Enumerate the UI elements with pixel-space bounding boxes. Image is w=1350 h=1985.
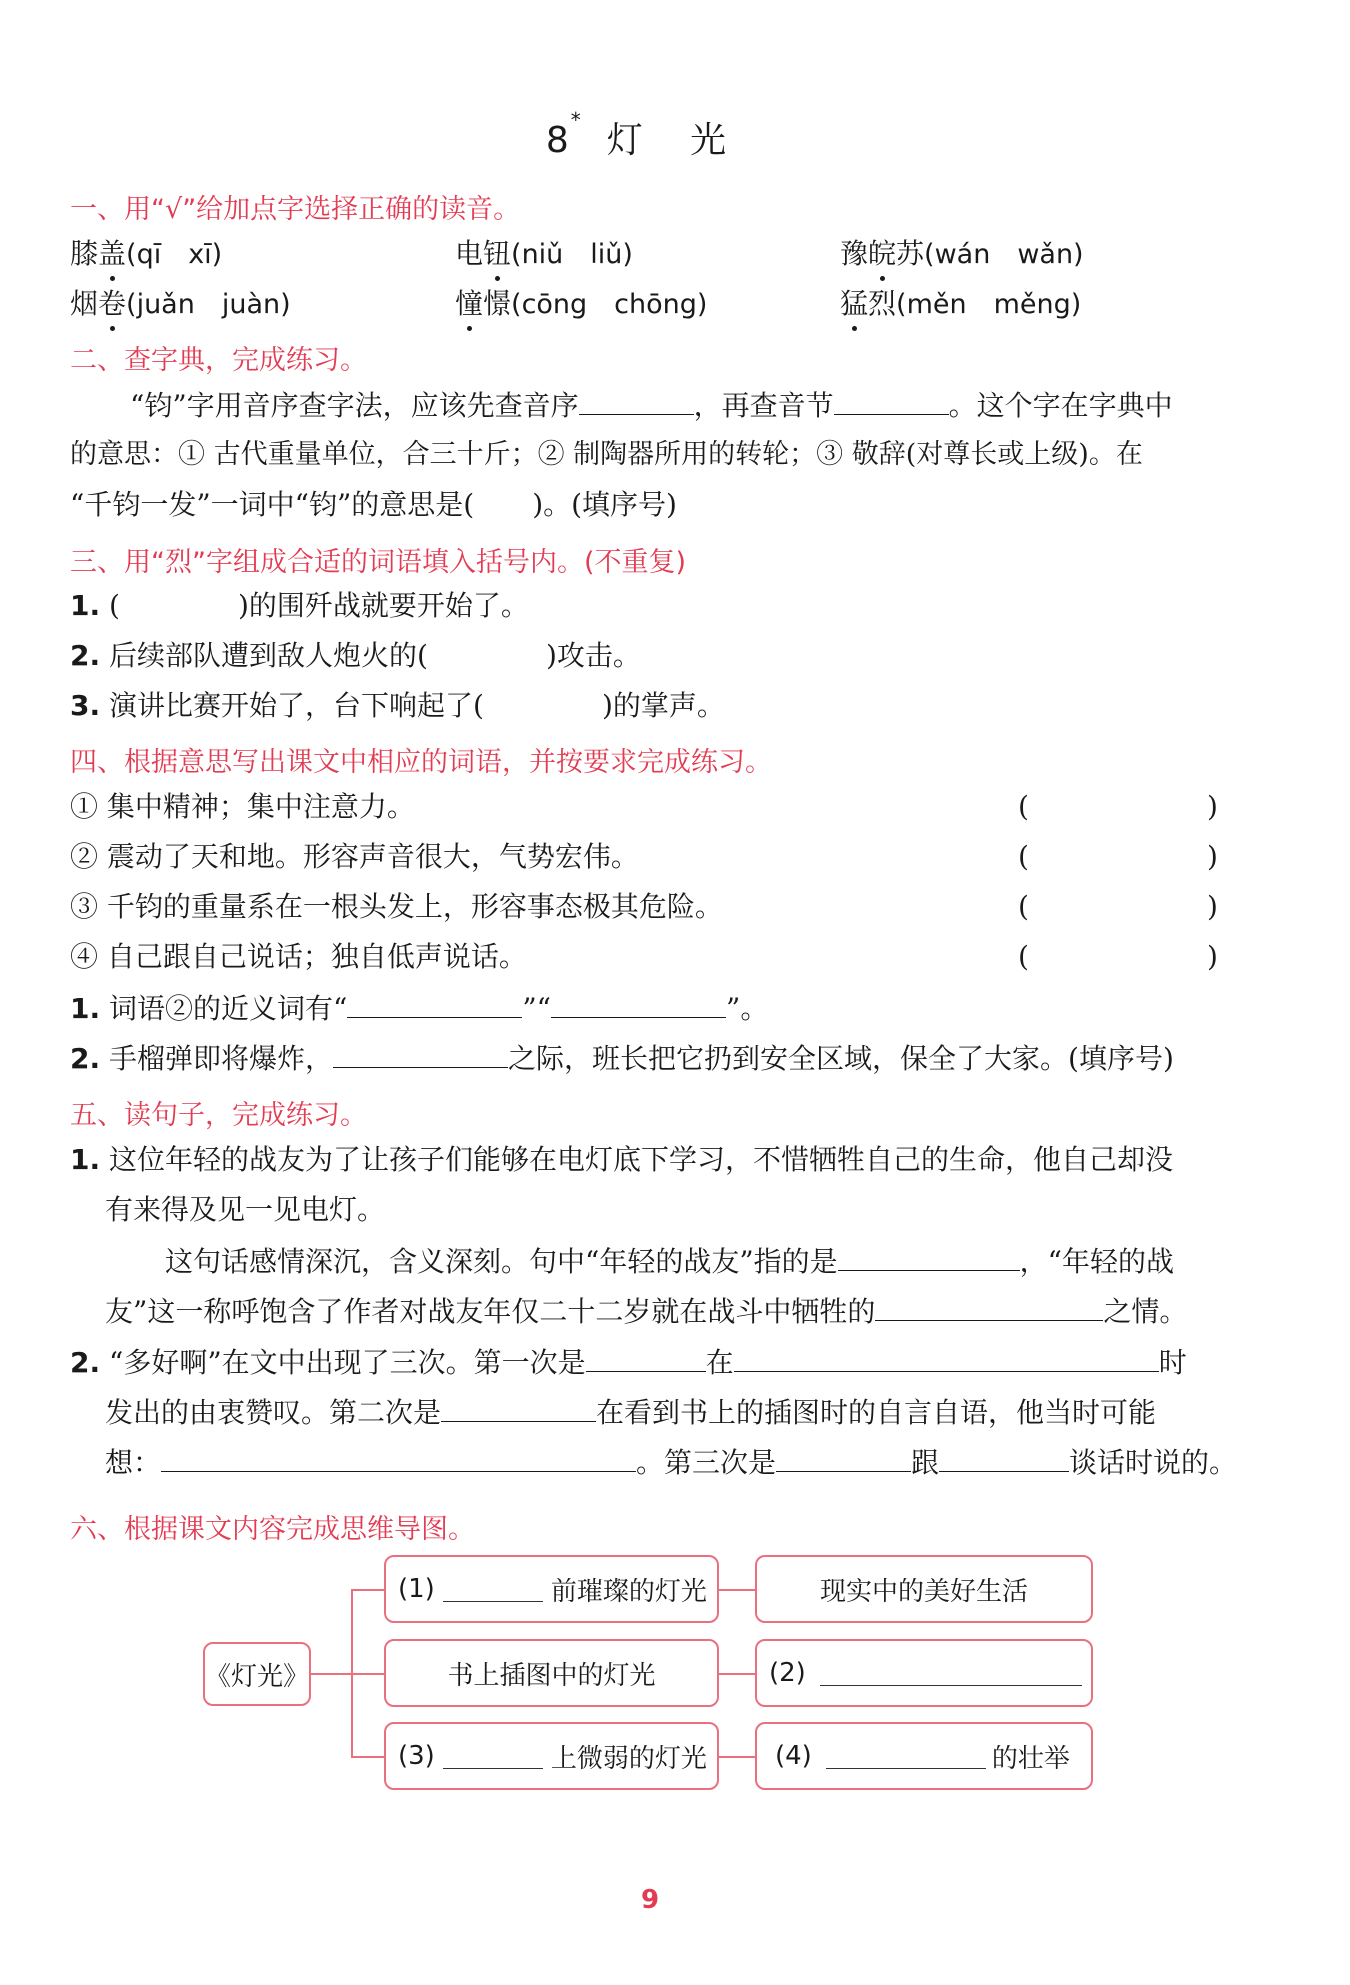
section-3-heading: 三、用“烈”字组成合适的词语填入括号内。(不重复) [70, 547, 687, 578]
definition-1: ① 集中精神；集中注意力。 [70, 790, 415, 823]
section-6-heading: 六、根据课文内容完成思维导图。 [70, 1514, 475, 1545]
mindmap-result-3: (4) 的壮举 [755, 1722, 1093, 1790]
lesson-title [0, 108, 1290, 163]
blank-young-comrade[interactable] [838, 1244, 1020, 1271]
mindmap-result-1: 现实中的美好生活 [755, 1555, 1093, 1623]
blank-feeling[interactable] [875, 1294, 1103, 1321]
paren-close: ) [1207, 940, 1218, 973]
mindmap-blank-2[interactable] [820, 1661, 1082, 1686]
section-2-heading: 二、查字典，完成练习。 [70, 345, 367, 376]
paren-open: ( [1018, 940, 1029, 973]
paren-close: ) [1207, 840, 1218, 873]
section-4-heading: 四、根据意思写出课文中相应的词语，并按要求完成练习。 [70, 747, 772, 778]
connector [718, 1756, 755, 1758]
connector [351, 1756, 384, 1758]
q1-line-3: 这句话感情深沉，含义深刻。句中“年轻的战友”指的是 ，“年轻的战 [165, 1245, 1174, 1278]
pinyin-item-6: 猛烈(měn měng) [840, 287, 1082, 320]
blank-third-speaker[interactable] [776, 1445, 911, 1472]
q1-line-4: 友”这一称呼饱含了作者对战友年仅二十二岁就在战斗中牺牲的 之情。 [105, 1295, 1188, 1328]
dictionary-line-1: “钧”字用音序查字法，应该先查音序 ，再查音节 。这个字在字典中 [130, 389, 1173, 422]
dictionary-line-3: “千钧一发”一词中“钧”的意思是( )。(填序号) [70, 488, 677, 521]
connector [718, 1673, 755, 1675]
connector [310, 1673, 352, 1675]
pinyin-item-5: 憧憬(cōng chōng) [455, 287, 708, 320]
mindmap-branch-2: 书上插图中的灯光 [384, 1639, 719, 1707]
paren-close: ) [1207, 890, 1218, 923]
blank-synonym-2[interactable] [551, 991, 726, 1018]
blank-grenade[interactable] [333, 1041, 508, 1068]
mindmap-branch-3: (3) 上微弱的灯光 [384, 1722, 719, 1790]
pinyin-item-3: 豫皖苏(wán wǎn) [840, 237, 1084, 270]
paren-open: ( [1018, 890, 1029, 923]
q2-line-2: 发出的由衷赞叹。第二次是 在看到书上的插图时的自言自语，他当时可能 [105, 1396, 1157, 1429]
blank-yinxu[interactable] [579, 388, 694, 415]
lesson-title-text: 灯 光 [606, 120, 745, 161]
connector [718, 1589, 755, 1591]
mindmap-result-2: (2) [755, 1639, 1093, 1707]
blank-first-situation[interactable] [734, 1345, 1159, 1372]
q1-line-1: 1. 这位年轻的战友为了让孩子们能够在电灯底下学习，不惜牺牲自己的生命，他自己却没 [70, 1143, 1174, 1176]
blank-third-listener[interactable] [939, 1445, 1069, 1472]
mindmap-blank-3[interactable] [443, 1744, 543, 1769]
q2-line-3: 想： 。第三次是 跟 谈话时说的。 [105, 1446, 1238, 1479]
connector [351, 1673, 384, 1675]
lesson-mark: * [570, 108, 583, 132]
grenade-question: 2. 手榴弹即将爆炸， 之际，班长把它扔到安全区域，保全了大家。(填序号) [70, 1042, 1174, 1075]
blank-synonym-1[interactable] [347, 991, 522, 1018]
blank-yinjie[interactable] [834, 388, 949, 415]
page-number: 9 [640, 1885, 660, 1915]
blank-second-speaker[interactable] [441, 1395, 596, 1422]
definition-3: ③ 千钧的重量系在一根头发上，形容事态极其危险。 [70, 890, 723, 923]
pinyin-item-2: 电钮(niǔ liǔ) [455, 237, 633, 270]
paren-close: ) [1207, 790, 1218, 823]
blank-first-speaker[interactable] [586, 1345, 706, 1372]
mindmap-blank-4[interactable] [826, 1744, 986, 1769]
section-1-heading: 一、用“√”给加点字选择正确的读音。 [70, 194, 521, 225]
q2-line-1: 2. “多好啊”在文中出现了三次。第一次是 在 时 [70, 1346, 1187, 1379]
dictionary-line-2: 的意思：① 古代重量单位，合三十斤；② 制陶器所用的转轮；③ 敬辞(对尊长或上级)。在 [70, 439, 1143, 470]
lie-question-1: 1. ( )的围歼战就要开始了。 [70, 589, 529, 622]
synonym-question: 1. 词语②的近义词有“ ”“ ”。 [70, 992, 769, 1025]
connector [351, 1589, 384, 1591]
definition-4: ④ 自己跟自己说话；独自低声说话。 [70, 940, 527, 973]
section-5-heading: 五、读句子，完成练习。 [70, 1100, 367, 1131]
pinyin-item-4: 烟卷(juǎn juàn) [70, 287, 291, 320]
q1-line-2: 有来得及见一见电灯。 [105, 1193, 386, 1226]
paren-open: ( [1018, 840, 1029, 873]
paren-open: ( [1018, 790, 1029, 823]
pinyin-item-1: 膝盖(qī xī) [70, 237, 223, 270]
definition-2: ② 震动了天和地。形容声音很大，气势宏伟。 [70, 840, 639, 873]
lesson-number: 8 [545, 120, 571, 161]
mindmap-blank-1[interactable] [443, 1577, 543, 1602]
lie-question-3: 3. 演讲比赛开始了，台下响起了( )的掌声。 [70, 689, 725, 722]
lie-question-2: 2. 后续部队遭到敌人炮火的( )攻击。 [70, 639, 641, 672]
mindmap-root: 《灯光》 [203, 1642, 311, 1706]
mindmap-branch-1: (1) 前璀璨的灯光 [384, 1555, 719, 1623]
blank-thought[interactable] [161, 1445, 636, 1472]
